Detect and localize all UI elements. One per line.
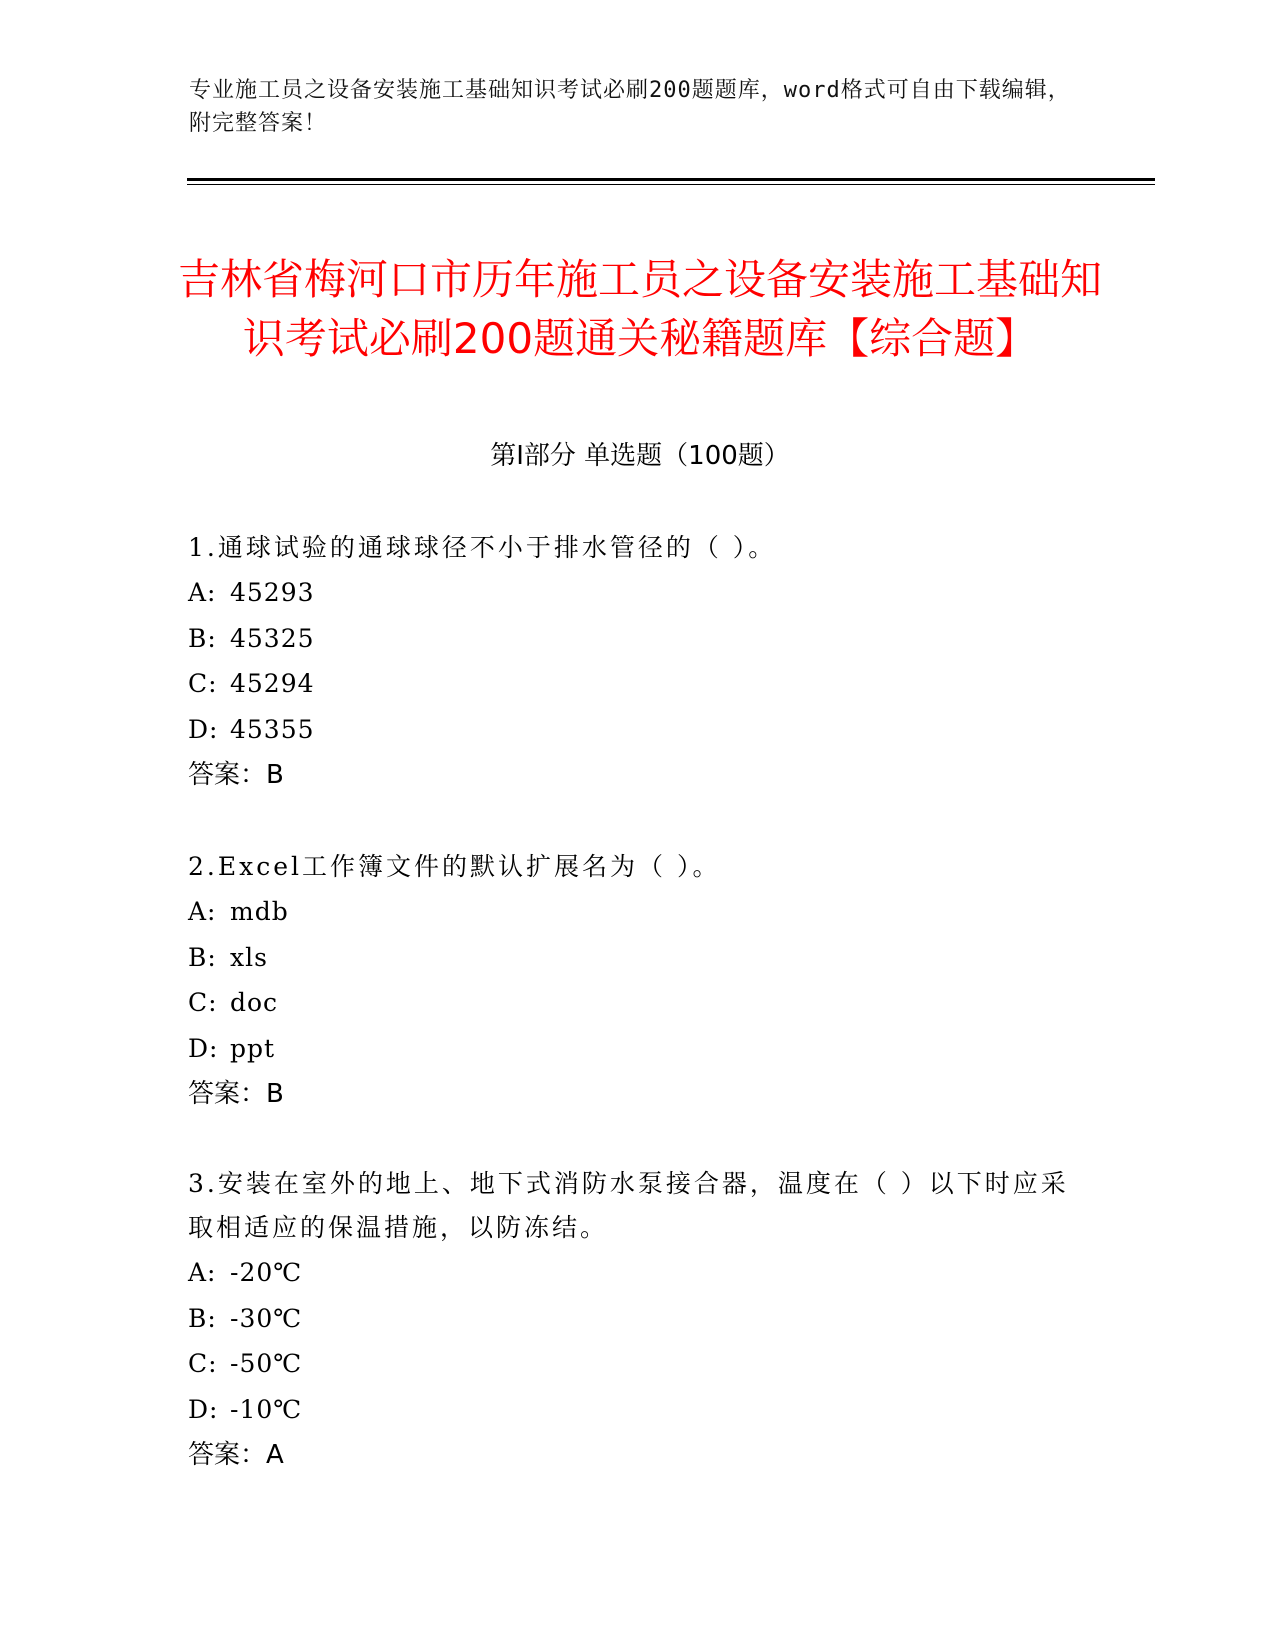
option-label: C: (188, 669, 218, 698)
option-c (188, 1341, 1088, 1387)
option-label: D: (188, 1394, 219, 1424)
option-text: -20℃ (230, 1258, 303, 1287)
question-stem: 3.安装在室外的地上、地下式消防水泵接合器，温度在（ ）以下时应采取相适应的保温措施，以防冻结。 (188, 1169, 1069, 1242)
option-text: -50℃ (230, 1349, 303, 1378)
answer: 答案：A (188, 1440, 284, 1470)
option-d (188, 707, 1088, 753)
answer: 答案：B (188, 760, 284, 790)
option-text: mdb (230, 897, 289, 926)
section-title: 第I部分 单选题（100题） (490, 441, 790, 471)
option-c (188, 661, 1088, 707)
option-a (188, 1250, 1088, 1296)
option-a (188, 889, 1088, 935)
option-d (188, 1387, 1088, 1433)
option-text: 45355 (230, 714, 315, 744)
option-b (188, 1296, 1088, 1342)
option-label: A: (188, 897, 217, 926)
option-text: -10℃ (230, 1394, 303, 1424)
option-label: A: (188, 578, 217, 607)
option-label: C: (188, 1349, 218, 1378)
option-text: 45294 (230, 669, 315, 698)
option-label: B: (188, 942, 217, 972)
header-note: 专业施工员之设备安装施工基础知识考试必刷200题题库，word格式可自由下载编辑，附完整答案！ (189, 78, 1071, 136)
option-text: xls (230, 942, 268, 972)
option-label: A: (188, 1258, 217, 1287)
option-label: D: (188, 1033, 219, 1063)
option-label: B: (188, 623, 217, 653)
question-1 (188, 526, 1088, 798)
option-label: C: (188, 988, 218, 1017)
option-text: doc (230, 988, 279, 1017)
option-d (188, 1026, 1088, 1072)
option-b (188, 616, 1088, 662)
answer: 答案：B (188, 1079, 284, 1109)
header-rule-thin (187, 184, 1155, 185)
question-stem: 1.通球试验的通球球径不小于排水管径的（ ）。 (188, 533, 777, 562)
option-c (188, 980, 1088, 1026)
question-3 (188, 1162, 1088, 1478)
option-text: 45293 (230, 578, 315, 607)
option-label: D: (188, 714, 219, 744)
option-text: -30℃ (230, 1303, 303, 1333)
header-rule-thick (187, 178, 1155, 181)
question-stem: 2.Excel工作簿文件的默认扩展名为（ ）。 (188, 852, 721, 881)
option-label: B: (188, 1303, 217, 1333)
option-text: 45325 (230, 623, 315, 653)
document-title: 吉林省梅河口市历年施工员之设备安装施工基础知识考试必刷200题通关秘籍题库【综合题】 (177, 255, 1102, 364)
option-a (188, 570, 1088, 616)
option-text: ppt (230, 1033, 276, 1063)
question-2 (188, 845, 1088, 1117)
option-b (188, 935, 1088, 981)
